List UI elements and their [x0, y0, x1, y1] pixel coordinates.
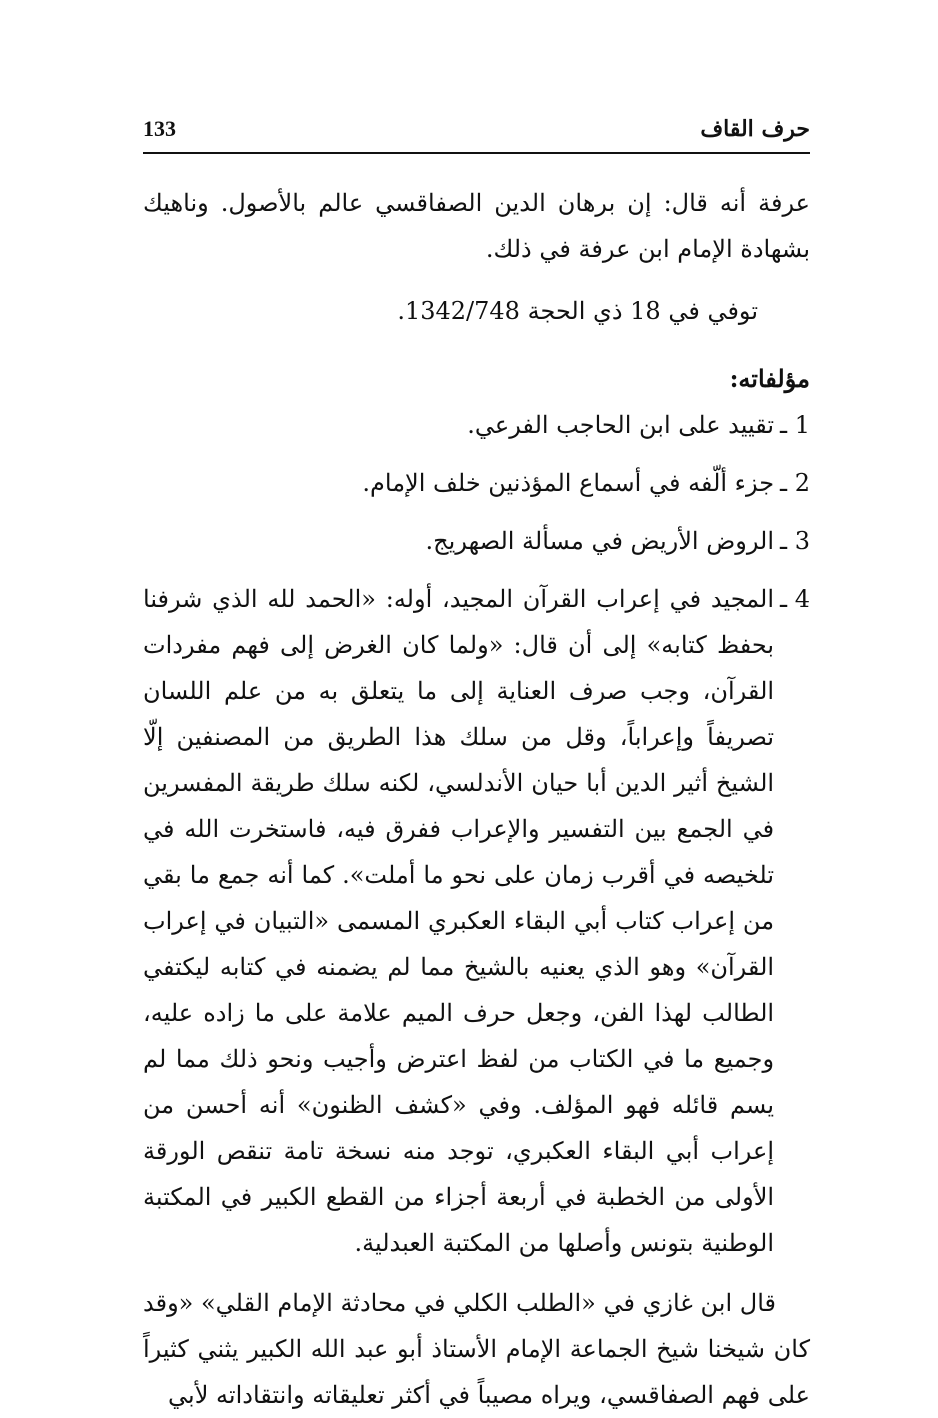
- work-number: 2 ـ: [780, 469, 810, 497]
- work-title: تقييد على ابن الحاجب الفرعي.: [467, 411, 775, 439]
- work-item: [143, 576, 810, 1266]
- work-number: 3 ـ: [780, 527, 810, 555]
- work-number: 4 ـ: [780, 585, 810, 613]
- work-title: جزء ألّفه في أسماع المؤذنين خلف الإمام.: [362, 469, 775, 497]
- work-number: 1 ـ: [780, 411, 810, 439]
- paragraph-continuation: عرفة أنه قال: إن برهان الدين الصفاقسي عالم بالأصول. وناهيك بشهادة الإمام ابن عرفة في ذلك.: [143, 189, 811, 263]
- page-header: [143, 112, 810, 154]
- work-title: الروض الأريض في مسألة الصهريج.: [425, 527, 775, 555]
- work-item: [143, 518, 810, 564]
- works-list: [143, 402, 810, 1266]
- running-title: حرف القاف: [700, 116, 810, 142]
- work-item: [143, 402, 810, 448]
- page-number: 133: [143, 116, 176, 141]
- body-text: [143, 180, 810, 1418]
- death-date-line: توفي في 18 ذي الحجة 1342/748.: [397, 297, 758, 325]
- work-item: [143, 460, 810, 506]
- works-heading: مؤلفاته:: [729, 364, 810, 393]
- work-description: المجيد في إعراب القرآن المجيد، أوله: «الحمد لله الذي شرفنا بحفظ كتابه» إلى أن قال: «ولما كان الغرض إلى فهم مفردات القرآن، وجب صرف العناية إلى ما يتعلق به من علم اللسان تصريفاً وإعراباً، وقل من سلك هذا الطريق من المصنفين إلّا الشيخ أثير الدين أبا حيان الأندلسي، لكنه سلك طريقة المفسرين في الجمع بين التفسير والإعراب ففرق فيه، فاستخرت الله في تلخيصه في أقرب زمان على نحو ما أملت». كما أنه جمع ما بقي من إعراب كتاب أبي البقاء العكبري المسمى «التبيان في إعراب القرآن» وهو الذي يعنيه بالشيخ مما لم يضمنه في كتابه ليكتفي الطالب لهذا الفن، وجعل حرف الميم علامة على ما زاده عليه، وجميع ما في الكتاب من لفظ اعترض وأجيب ونحو ذلك مما لم يسم قائله فهو المؤلف. وفي «كشف الظنون» أنه أحسن من إعراب أبي البقاء العكبري، توجد منه نسخة تامة تنقص الورقة الأولى من الخطبة في أربعة أجزاء من القطع الكبير في المكتبة الوطنية بتونس وأصلها من المكتبة العبدلية.: [143, 585, 775, 1257]
- paragraph-quote: قال ابن غازي في «الطلب الكلي في محادثة الإمام القلي» «وقد كان شيخنا شيخ الجماعة الإمام الأستاذ أبو عبد الله الكبير يثني كثيراً على فهم الصفاقسي، ويراه مصيباً في أكثر تعليقاته وانتقاداته لأبي: [143, 1289, 810, 1409]
